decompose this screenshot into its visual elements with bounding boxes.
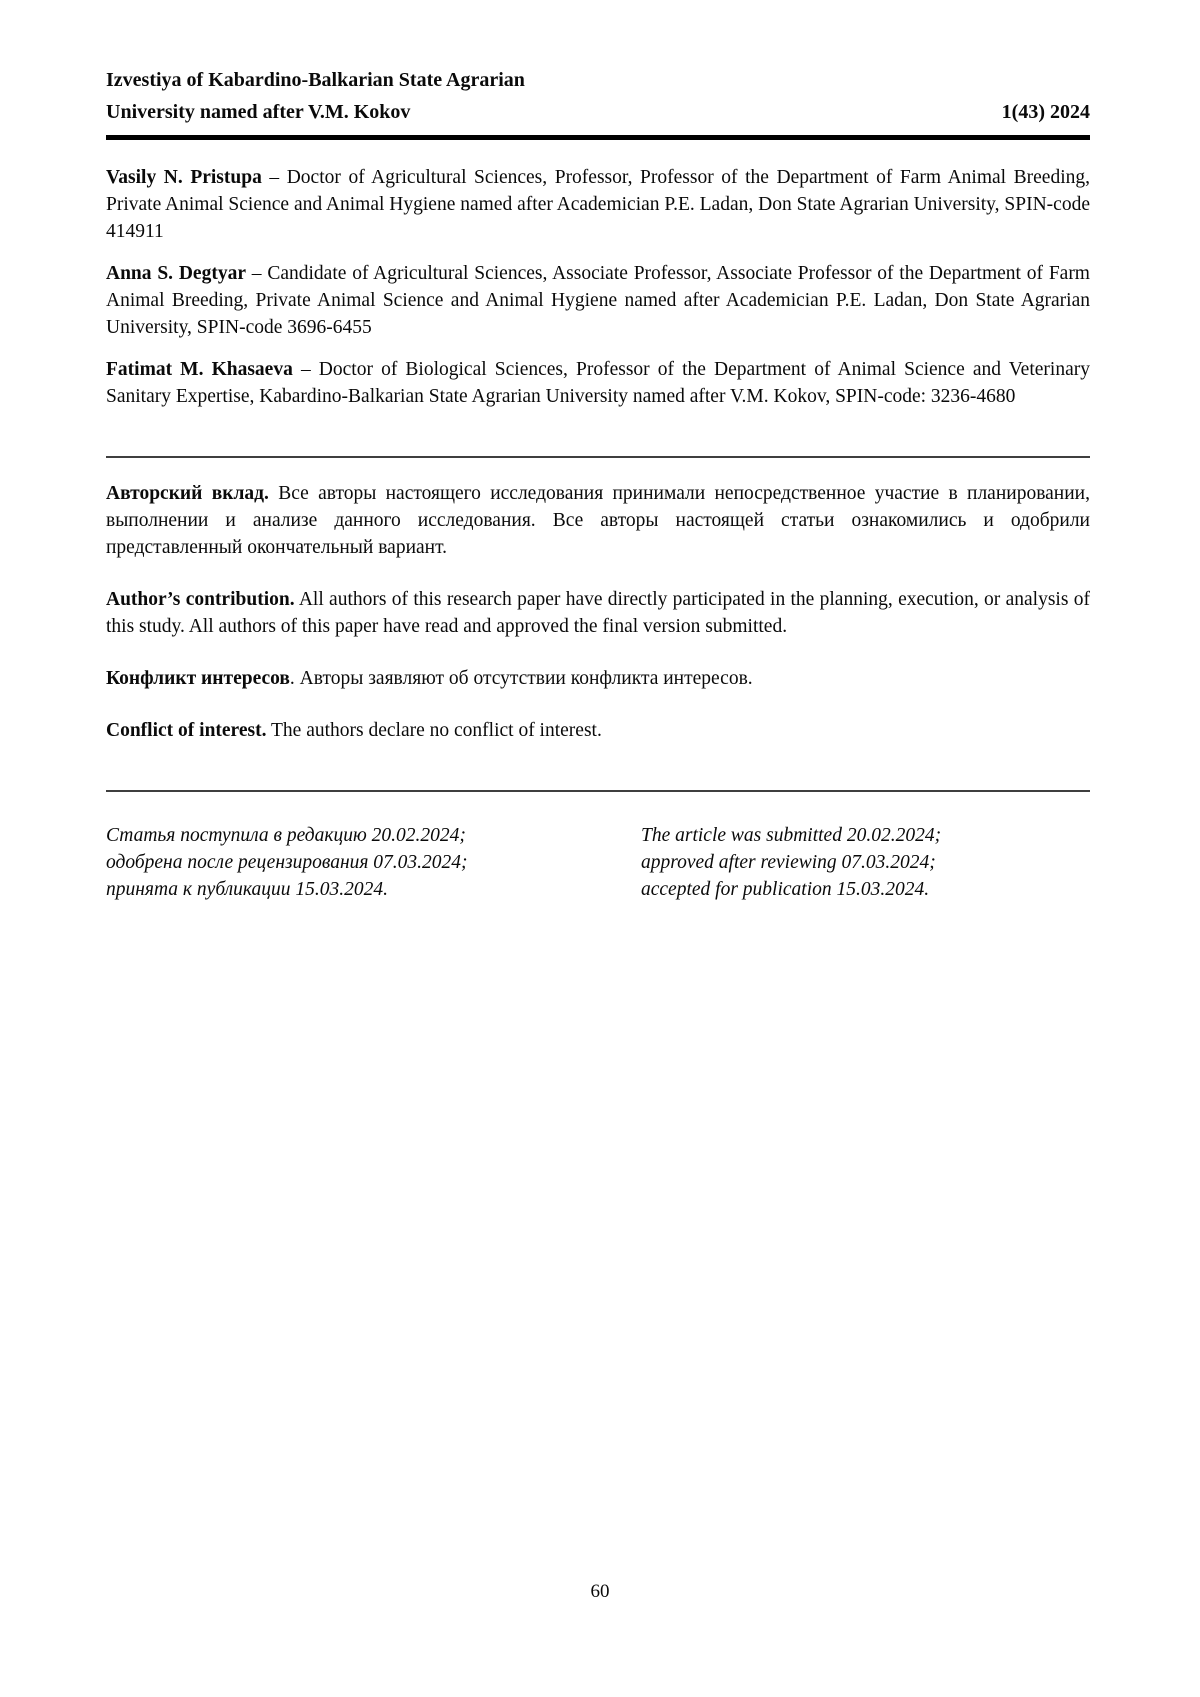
statement-text: The authors declare no conflict of interest. — [266, 720, 602, 741]
author-name: Fatimat M. Khasaeva — [106, 359, 293, 380]
page-footer — [0, 1578, 1200, 1605]
author-bio-text: – Candidate of Agricultural Sciences, Associate Professor, Associate Professor of the Department of Farm Animal Breeding, Private Animal Science and Animal Hygiene named after Academician P.E. Ladan, Don State Agrarian University, SPIN-code 3696-6455 — [106, 263, 1090, 338]
statement-lead: Авторский вклад. — [106, 483, 269, 504]
journal-header-row2 — [106, 96, 1090, 128]
statement-text: . Авторы заявляют об отсутствии конфликта интересов. — [289, 668, 753, 689]
section-divider — [106, 456, 1090, 458]
section-divider — [106, 790, 1090, 792]
date-line: The article was submitted 20.02.2024; — [641, 825, 942, 846]
author-bio — [106, 356, 1090, 410]
author-bio-text: – Doctor of Biological Sciences, Professor of the Department of Animal Science and Veterinary Sanitary Expertise, Kabardino-Balkarian State Agrarian University named after V.M. Kokov, SPIN-code: 3236-4680 — [106, 359, 1090, 407]
author-name: Vasily N. Pristupa — [106, 167, 262, 188]
journal-header — [106, 64, 1090, 140]
date-line: одобрена после рецензирования 07.03.2024; — [106, 852, 468, 873]
submission-dates-russian — [106, 822, 641, 903]
issue-number: 1(43) 2024 — [1001, 101, 1090, 123]
author-bio-text: – Doctor of Agricultural Sciences, Professor, Professor of the Department of Farm Animal Breeding, Private Animal Science and Animal Hygiene named after Academician P.E. Ladan, Don State Agrarian University, SPIN-code 414911 — [106, 167, 1090, 242]
author-name: Anna S. Degtyar — [106, 263, 246, 284]
author-bios-section — [106, 164, 1090, 410]
date-line: принята к публикации 15.03.2024. — [106, 879, 389, 900]
statement-author-contribution-en — [106, 586, 1090, 640]
statement-lead: Author’s contribution. — [106, 589, 295, 610]
statement-text: All authors of this research paper have directly participated in the planning, execution, or analysis of this study. All authors of this paper have read and approved the final version submitted. — [106, 589, 1090, 637]
page-number: 60 — [590, 1581, 610, 1602]
author-bio — [106, 260, 1090, 341]
journal-title-line1: Izvestiya of Kabardino-Balkarian State Agrarian — [106, 69, 525, 91]
statement-lead: Conflict of interest. — [106, 720, 267, 741]
author-bio — [106, 164, 1090, 245]
statement-conflict-of-interest-ru — [106, 665, 1090, 692]
journal-title-line2: University named after V.M. Kokov — [106, 101, 411, 123]
statement-conflict-of-interest-en — [106, 717, 1090, 744]
submission-dates-english — [641, 822, 1090, 903]
statements-section — [106, 480, 1090, 744]
header-rule — [106, 135, 1090, 140]
submission-dates — [106, 822, 1090, 903]
date-line: approved after reviewing 07.03.2024; — [641, 852, 936, 873]
statement-lead: Конфликт интересов — [106, 668, 290, 689]
statement-text: Все авторы настоящего исследования принимали непосредственное участие в планировании, выполнении и анализе данного исследования. Все авторы настоящей статьи ознакомились и одобрили представленный окончательный вариант. — [106, 483, 1090, 558]
date-line: Статья поступила в редакцию 20.02.2024; — [106, 825, 466, 846]
date-line: accepted for publication 15.03.2024. — [641, 879, 930, 900]
statement-author-contribution-ru — [106, 480, 1090, 561]
